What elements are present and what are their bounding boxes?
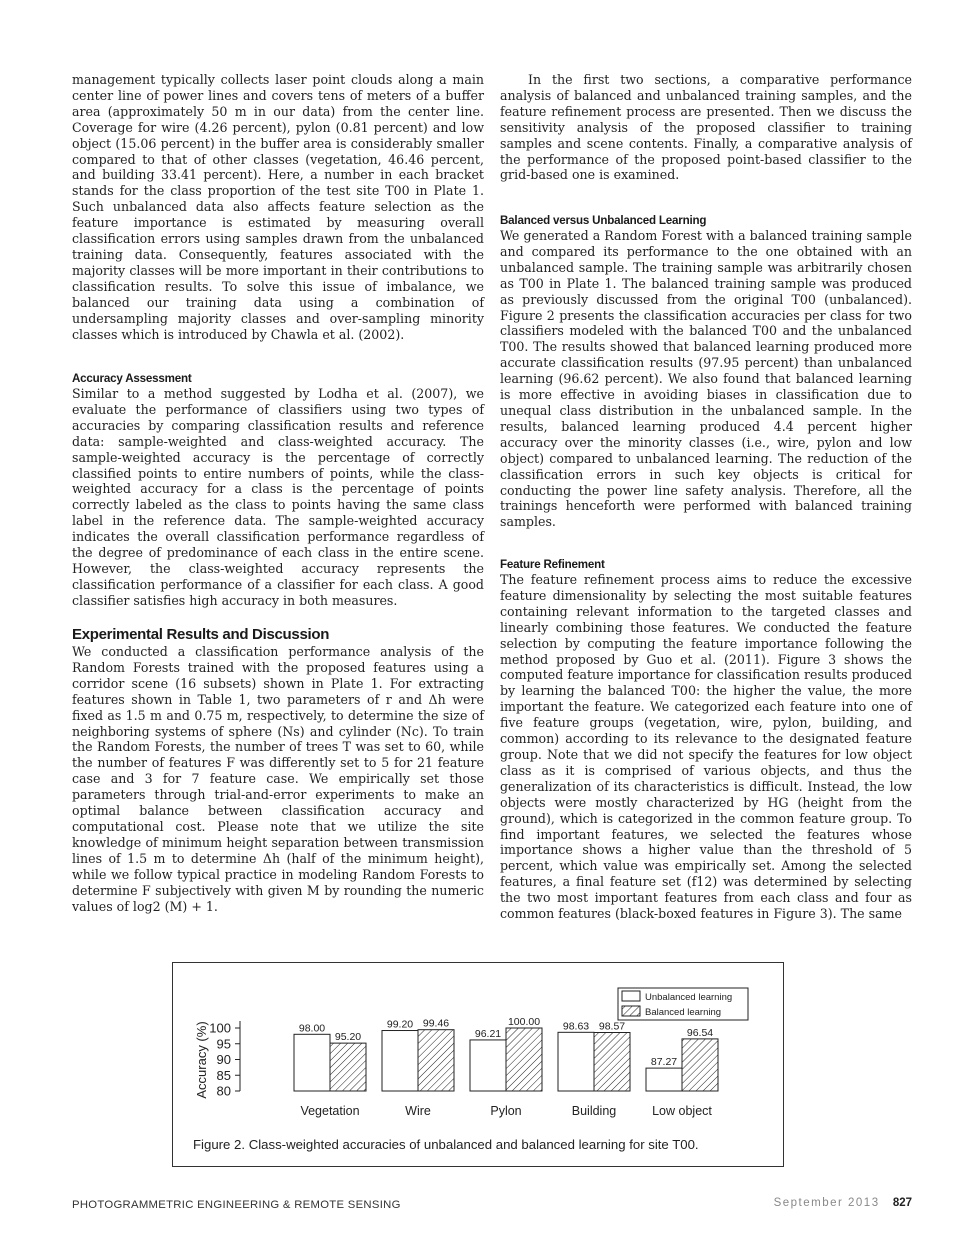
y-tick-label: 85: [216, 1067, 231, 1083]
paragraph: We conducted a classification performance analysis of the Random Forests trained with the proposed features using a corridor scene (16 subsets) shown in Plate 1. For extracting features shown in Table 1, two parameters of r and Δh were fixed as 1.5 m and 0.75 m, respectively, to determine the size of neighboring systems of sphere (Ns) and cylinder (Nc). To train the Random Forests, the number of trees T was set to 60, while the number of features F was differently set to 5 for 21 feature case and 3 for 7 feature case. We empirically set those parameters through trial-and-error experiments to make an optimal balance between classification accuracy and computational cost. Please note that we utilize the site knowledge of minimum height separation between transmission lines of 1.5 m to determine Δh (half of the minimum height), while we follow typical practice in modeling Random Forests to determine F subjectively with given M by rounding the numeric values of log2 (M) + 1.: [72, 644, 484, 914]
category-label: Wire: [405, 1104, 431, 1118]
data-label: 98.00: [298, 1022, 326, 1035]
subheading: Accuracy Assessment: [72, 372, 192, 385]
right-column: [500, 72, 912, 922]
bar-chart: [173, 963, 783, 1133]
legend-swatch: [622, 1006, 640, 1016]
data-label: 100.00: [507, 1016, 541, 1028]
paragraph: In the first two sections, a comparative performance analysis of balanced and unbalanced training samples, and the feature refinement process are presented. Then we discuss the sensitivity analysis of the proposed classifier to training samples and scene contents. Finally, a comparative analysis of the performance of the proposed point-based classifier to the grid-based one is examined.: [500, 72, 912, 183]
legend-label: Balanced learning: [645, 1007, 722, 1018]
bar: [646, 1068, 682, 1091]
bar: [382, 1031, 418, 1091]
y-tick-label: 80: [216, 1083, 231, 1099]
subheading: Feature Refinement: [500, 558, 605, 571]
paragraph: The feature refinement process aims to reduce the excessive feature dimensionality by selecting the most suitable features containing relevant information to the targeted classes and linearly combining those features. We conducted the feature selection by computing the feature importance following the method proposed by Guo et al. (2011). Figure 3 shows the computed feature importance for classification results produced by learning the balanced T00: the higher the value, the more important the feature. We categorized each feature into one of five feature groups (vegetation, wire, pylon, building, and common) according to its relevance to the designated feature group. Note that we did not specify the features for low object class as it is comprised of various objects, and thus the generalization of its characteristics is difficult. Instead, the low objects were mostly characterized by HG (height from the ground), which is categorized in the common feature group. To find important features, we selected the features whose importance shows a higher value than the threshold of 5 percent, which value was empirically set. Among the selected features, a final feature set (f12) was determined by selecting the two most important features from each class and four as common features (black-boxed features in Figure 3). The same: [500, 572, 912, 922]
bar: [506, 1028, 542, 1091]
bar: [594, 1033, 630, 1091]
data-label: 98.57: [598, 1020, 626, 1033]
bar: [294, 1034, 330, 1091]
y-axis-label: Accuracy (%): [194, 1021, 209, 1099]
data-label: 99.46: [422, 1017, 450, 1030]
category-label: Vegetation: [300, 1104, 360, 1118]
section-heading: Experimental Results and Discussion: [72, 626, 330, 643]
category-label: Low object: [652, 1104, 712, 1118]
journal-name: PHOTOGRAMMETRIC ENGINEERING & REMOTE SENSING: [72, 1199, 401, 1211]
left-column: [72, 72, 484, 914]
data-label: 95.20: [334, 1031, 362, 1044]
y-tick-label: 100: [209, 1020, 231, 1036]
y-tick-label: 95: [216, 1036, 231, 1052]
subheading: Balanced versus Unbalanced Learning: [500, 214, 707, 227]
bar: [418, 1030, 454, 1091]
category-label: Building: [571, 1104, 617, 1118]
legend-label: Unbalanced learning: [645, 992, 733, 1003]
paragraph: We generated a Random Forest with a balanced training sample and compared its performance to the one obtained with an unbalanced sample. The training sample was arbitrarily chosen as T00 in Plate 1. The balanced training sample was produced as previously discussed from the original T00 (unbalanced). Figure 2 presents the classification accuracies per class for two classifiers modeled with the balanced T00 and the unbalanced T00. The results showed that balanced learning produced more accurate classification results (97.95 percent) than unbalanced learning (96.62 percent). We also found that balanced learning is more effective in avoiding biases in classification due to unequal class distribution in the unbalanced sample. In the results, balanced learning produced 4.4 percent higher accuracy over the minority classes (i.e., wire, pylon and low object) compared to unbalanced learning. The reduction of the classification errors in such key objects is critical for conducting the power line safety analysis. Therefore, all the trainings henceforth were performed with balanced training samples.: [500, 228, 912, 530]
bar: [330, 1043, 366, 1091]
issue-date: September 2013: [773, 1197, 880, 1209]
page-number: 827: [892, 1197, 912, 1209]
category-label: Pylon: [490, 1104, 522, 1118]
data-label: 96.21: [474, 1027, 502, 1040]
bar: [558, 1032, 594, 1091]
data-label: 99.20: [386, 1018, 414, 1031]
legend-swatch: [622, 991, 640, 1001]
figure-caption: Figure 2. Class-weighted accuracies of unbalanced and balanced learning for site T00.: [193, 1137, 699, 1152]
data-label: 87.27: [650, 1056, 678, 1069]
paragraph: management typically collects laser point clouds along a main center line of power lines and covers tens of meters of a buffer area (approximately 50 m in our data) from the center line. Coverage for wire (4.26 percent), pylon (0.81 percent) and low object (15.06 percent) in the buffer area is considerably smaller compared to that of other classes (vegetation, 46.46 percent, and building 33.41 percent). Here, a number in each bracket stands for the class proportion of the test site T00 in Plate 1. Such unbalanced data also affects feature selection as the feature importance is estimated by measuring overall classification errors using samples drawn from the unbalanced training data. Consequently, features associated with the majority classes will be more important in their contributions to classification results. To solve this issue of imbalance, we balanced our training data using a combination of undersampling majority classes and over-sampling minority classes which is introduced by Chawla et al. (2002).: [72, 72, 484, 342]
figure-2: [172, 962, 784, 1167]
bar: [470, 1040, 506, 1091]
paragraph: Similar to a method suggested by Lodha et al. (2007), we evaluate the performance of classifiers using two types of accuracies by comparing classification results and reference data: sample-weighted and class-weighted accuracy. The sample-weighted accuracy is the percentage of correctly classified points to entire numbers of points, while the class-weighted accuracy for a class is the percentage of points correctly labeled as the class to points having the same class label in the reference data. The sample-weighted accuracy indicates the overall classification performance regardless of the degree of predominance of each class in the entire scene. However, the class-weighted accuracy represents the classification performance of a classifier for each class. A good classifier satisfies high accuracy in both measures.: [72, 386, 484, 608]
page-footer: [774, 1197, 912, 1209]
bar: [682, 1039, 718, 1091]
data-label: 96.54: [686, 1026, 714, 1039]
y-tick-label: 90: [216, 1052, 231, 1067]
data-label: 98.63: [562, 1020, 590, 1033]
